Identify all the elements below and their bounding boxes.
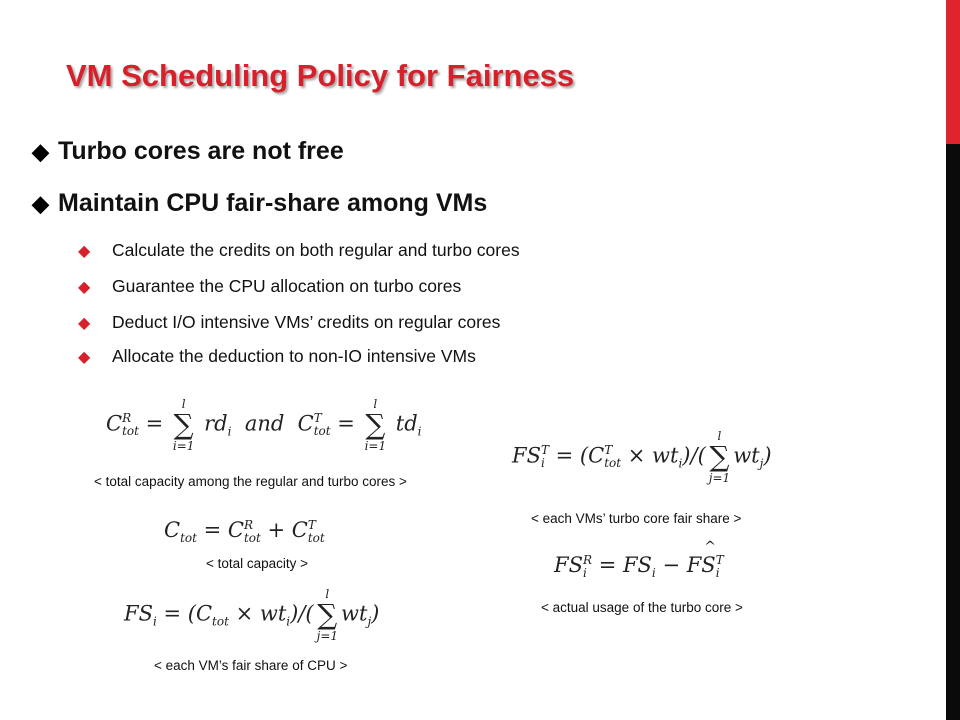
formula-and-word: and (244, 411, 285, 436)
diamond-bullet-icon: ◆ (78, 243, 91, 260)
caption-fair-share-cpu: < each VM’s fair share of CPU > (154, 658, 348, 673)
formula-total-capacity-split: C R tot = l ∑ i=1 $rd_i$ and C T tot = l ∑ i=1 $td_i$ (106, 397, 422, 453)
sub-bullet-2-text: Guarantee the CPU allocation on turbo cores (112, 276, 462, 296)
sub-bullet-4-text: Allocate the deduction to non-IO intensive VMs (112, 346, 476, 366)
diamond-bullet-icon: ◆ (78, 349, 91, 366)
diamond-bullet-icon: ◆ (78, 279, 91, 296)
sub-bullet-3 (78, 312, 500, 333)
diamond-bullet-icon: ◆ (32, 191, 49, 216)
diamond-bullet-icon: ◆ (78, 315, 91, 332)
bullet-2 (32, 189, 487, 218)
sub-bullet-1-text: Calculate the credits on both regular and turbo cores (112, 240, 520, 260)
formula-turbo-usage: FS R i = $FS_i$ − FS ^ T i (554, 539, 724, 581)
caption-turbo-fair-share: < each VMs’ turbo core fair share > (531, 511, 742, 526)
formula-turbo-fair-share: FS T i = (C T tot × $wt_i)/$( l ∑ j=1 $wt_j$) (512, 429, 772, 485)
sub-bullet-1 (78, 240, 520, 261)
bullet-1-text: Turbo cores are not free (58, 137, 344, 165)
side-bar-accent (946, 0, 960, 144)
caption-turbo-usage: < actual usage of the turbo core > (541, 600, 743, 615)
formula-total-capacity: $C_{tot} = C$ R tot + C T tot (164, 517, 325, 546)
sub-bullet-2 (78, 276, 461, 297)
diamond-bullet-icon: ◆ (32, 139, 49, 164)
caption-total-capacity-split: < total capacity among the regular and turbo cores > (94, 474, 407, 489)
bullet-1 (32, 137, 344, 166)
sub-bullet-3-text: Deduct I/O intensive VMs’ credits on regular cores (112, 312, 501, 332)
bullet-2-text: Maintain CPU fair-share among VMs (58, 189, 488, 217)
caption-total-capacity: < total capacity > (206, 556, 309, 571)
sub-bullet-4 (78, 346, 476, 367)
slide-title: VM Scheduling Policy for Fairness (66, 58, 575, 93)
formula-fair-share-cpu: $FS_i = (C_{tot} \times wt_i)/$( l ∑ j=1 $wt_j$) (124, 587, 380, 643)
